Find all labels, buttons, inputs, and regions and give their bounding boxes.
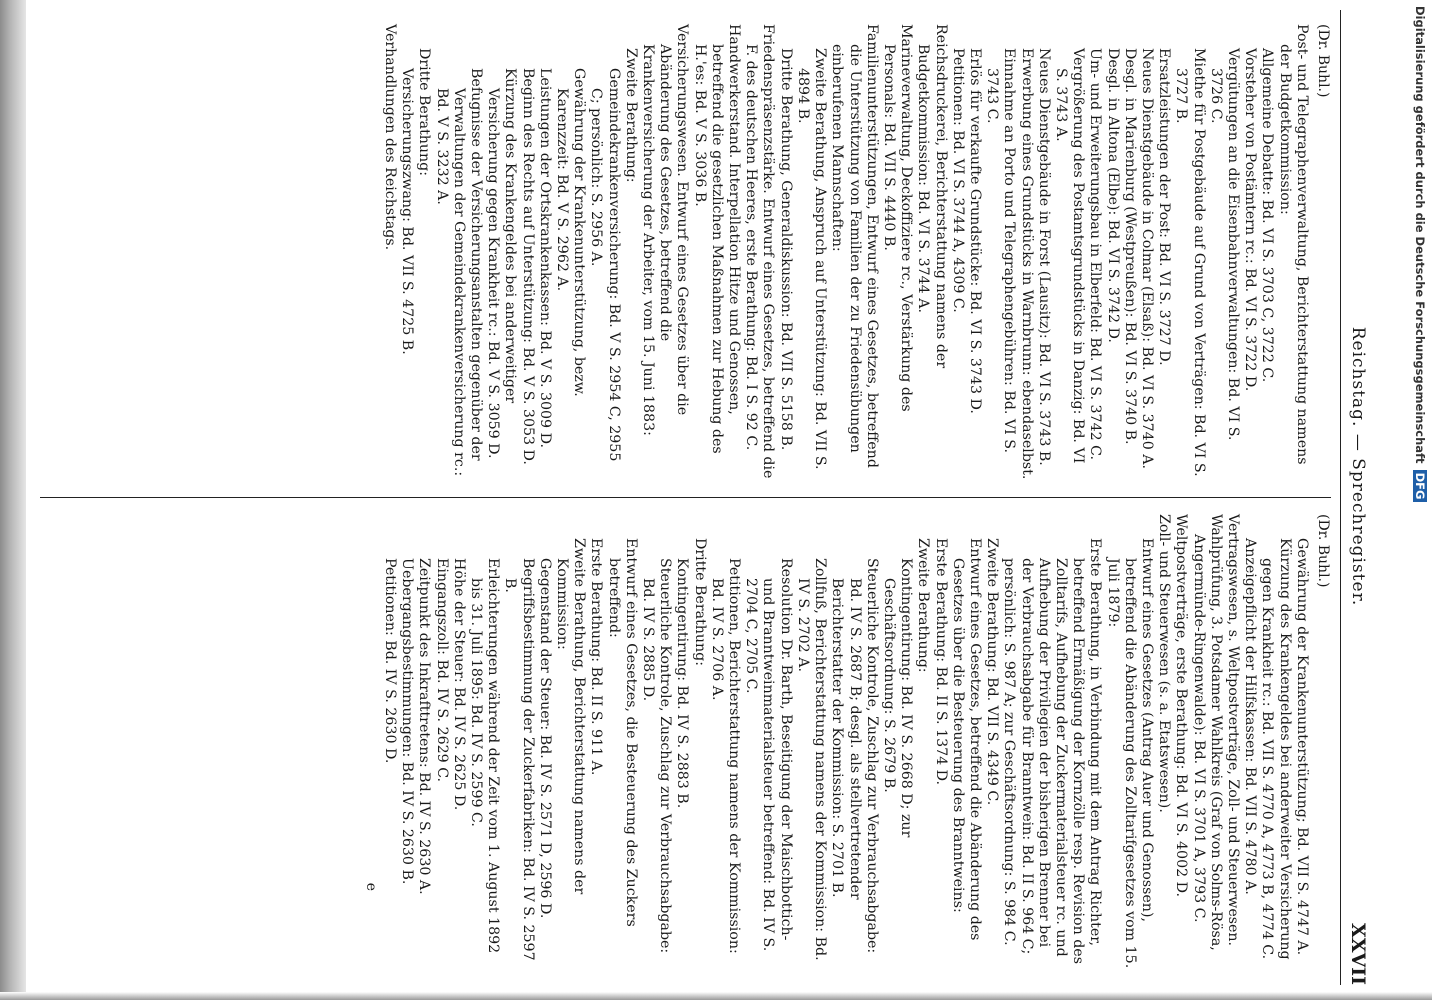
register-entry: Neues Dienstgebäude in Forst (Lausitz): Bd. VI S. 3743 B. <box>1035 48 1052 466</box>
left-column <box>40 10 1331 495</box>
register-entry: Entwurf eines Gesetzes, betreffend die Abänderung des Gesetzes über die Besteuerung des Branntweins: <box>949 538 983 941</box>
register-entry: Zweite Berathung: <box>622 48 639 183</box>
register-entry: Petitionen: Bd. VI S. 3744 A, 4309 C. <box>949 48 966 313</box>
register-entry: Befugnisse der Versicherungsanstalten gegenüber der Verwaltungen der Gemeindekrankenversicherung rc.: Bd. V S. 3232 A. <box>433 68 485 477</box>
dfg-stamp-text <box>1407 6 1427 986</box>
register-entry: Vergütungen an die Eisenbahnverwaltungen: Bd. VI S. 3726 C. <box>1207 48 1241 441</box>
register-entry: Vertragswesen, s. Weltpostverträge, Zoll- und Steuerwesen. <box>1224 514 1241 947</box>
register-entry: Steuerliche Kontrole, Zuschlag zur Verbrauchsabgabe: Bd. IV S. 2885 D. <box>640 558 674 954</box>
register-entry: Versicherungszwang: Bd. VII S. 4725 B. <box>399 68 416 355</box>
register-entry: Desgl. in Altona (Elbe): Bd. VI S. 3742 D. <box>1104 48 1121 343</box>
register-entry: Neues Dienstgebäude in Colmar (Elsaß): Bd. VI S. 3740 A. <box>1138 48 1155 469</box>
register-entry: Entwurf eines Gesetzes, die Besteuerung des Zuckers betreffend: <box>605 538 639 927</box>
register-entry: Erlös für verkaufte Grundstücke: Bd. VI S. 3743 D. <box>966 48 983 414</box>
register-entry: Begriffsbestimmung der Zuckerfabriken: Bd. IV S. 2597 B. <box>502 558 536 961</box>
footer-mark: e <box>362 882 379 891</box>
register-entry: Versicherungswesen. Entwurf eines Gesetzes über die Abänderung des Gesetzes, betreffend die Krankenversicherung der Arbeiter, vom 15. Juni 1883: <box>640 24 691 436</box>
register-entry: Petitionen: Bd. IV S. 2630 D. <box>382 558 399 764</box>
register-entry: Post- und Telegraphenverwaltung, Berichterstattung namens der Budgetkommission: <box>1276 24 1310 465</box>
register-entry: Resolution Dr. Barth, Beseitigung der Maischbottich- und Branntweinmaterialsteuer betreffend: Bd. IV S. 2704 C, 2705 C. <box>743 558 794 952</box>
register-entry: Um- und Erweiterungsbau in Elberfeld: Bd. VI S. 3742 C. <box>1087 48 1104 460</box>
dfg-stamp <box>1407 0 1429 1000</box>
register-entry: Leistungen der Ortskrankenkassen: Bd. V S. 3009 D. <box>536 68 553 448</box>
register-entry: Weltpostverträge, erste Berathung: Bd. VI S. 4002 D. <box>1173 514 1190 898</box>
right-column <box>40 500 1331 985</box>
register-entry: Erste Berathung: Bd. II S. 1374 D. <box>932 538 949 786</box>
register-entry: Erste Berathung, in Verbindung mit dem Antrag Richter, betreffend Ermäßigung der Kornzölle resp. Revision des Zolltarifs, Aufhebung der Zuckermaterialsteuer rc. und Aufhebung der Privilegien der bisherigen Brenner bei der Verbrauchsabgabe für Branntwein: Bd. II S. 964 C; persönlich: S. 987 A; zur Geschäftsordnung: S. 984 C. <box>1001 538 1104 964</box>
register-columns <box>40 10 1331 985</box>
register-entry: Familienunterstützungen, Entwurf eines Gesetzes, betreffend die Unterstützung von Familien der zu Friedensübungen einberufenen Mannschaften: <box>829 24 880 468</box>
scanner-edge <box>0 0 26 1000</box>
register-entry: Miethe für Postgebäude auf Grund von Verträgen: Bd. VI S. 3727 B. <box>1173 48 1207 477</box>
speaker-label: (Dr. Buhl.) <box>1315 24 1331 98</box>
register-entry: Desgl. in Marienburg (Westpreußen): Bd. VI S. 3740 B. <box>1121 48 1138 445</box>
register-entry: Erste Berathung: Bd. II S. 911 A. <box>588 538 605 776</box>
scanner-edge-bottom <box>0 992 1432 1000</box>
register-entry: Uebergangsbestimmungen: Bd. IV S. 2630 B. <box>399 558 416 885</box>
register-entry: Wahlprüfung, 3. Potsdamer Wahlkreis (Graf von Solms-Rösa, Angermünde-Ringenwalde): Bd. VI S. 3701 A, 3793 C. <box>1190 514 1224 951</box>
register-entry: Zollfuß, Berichterstattung namens der Kommission: Bd. IV S. 2702 A. <box>794 558 829 961</box>
register-entry: Entwurf eines Gesetzes (Antrag Auer und Genossen), betreffend die Abänderung des Zolltarifgesetzes vom 15. Juli 1879: <box>1104 538 1155 969</box>
rotated-page <box>40 10 1375 985</box>
register-entry: Gemeindekrankenversicherung: Bd. V S. 2954 C, 2955 C; persönlich: S. 2956 A. <box>588 68 622 462</box>
register-entry: Beginn des Rechts auf Unterstützung: Bd. V S. 3053 D. <box>519 68 536 465</box>
register-entry: Gewährung der Krankenunterstützung; Bd. VII S. 4747 A. <box>1293 538 1310 956</box>
register-entry: Kürzung des Krankengeldes bei anderweiter Versicherung gegen Krankheit rc.: Bd. VII S. 4770 A, 4773 B, 4774 C. <box>1259 538 1293 960</box>
register-entry: Gewährung der Krankenunterstützung, bezw. Karenzzeit: Bd. V S. 2962 A. <box>554 68 588 397</box>
register-entry: Vorsteher von Postämtern rc.: Bd. VI S. 3722 D. <box>1242 48 1259 392</box>
running-head <box>1340 10 1375 985</box>
register-entry: Ersatzleistungen der Post: Bd. VI S. 3727 D. <box>1156 48 1173 366</box>
register-entry: Anzeigepflicht der Hilfskassen: Bd. VII S. 4780 A. <box>1242 538 1259 895</box>
register-entry: Reichsdruckerei, Berichterstattung namens der Budgetkommission: Bd. VI S. 3744 A. <box>915 24 949 369</box>
register-entry: Höhe der Steuer: Bd. IV S. 2625 D. <box>450 558 467 811</box>
register-entry: Friedenspräsenzstärke. Entwurf eines Gesetzes, betreffend die F. des deutschen Heeres, erste Berathung: Bd. I S. 92 C. <box>743 24 777 479</box>
register-entry: Steuerliche Kontrole, Zuschlag zur Verbrauchsabgabe: Bd. IV S. 2687 B; desgl. als stellvertretender Berichterstatter der Kommission: S. 2701 B. <box>829 558 880 954</box>
register-entry: Handwerkerstand. Interpellation Hitze und Genossen, betreffend die gesetzlichen Maßnahmen zur Hebung des H.'es: Bd. V S. 3036 B. <box>691 24 743 454</box>
register-entry: Gegenstand der Steuer: Bd. IV S. 2571 D, 2596 D. <box>536 558 553 919</box>
register-entry: Zweite Berathung: <box>915 538 932 673</box>
register-entry: Zeitpunkt des Inkrafttretens: Bd. IV S. 2630 A. <box>416 558 433 895</box>
column-divider <box>40 497 1331 498</box>
register-entry: Dritte Berathung: <box>691 538 708 667</box>
register-entry: Erwerbung eines Grundstücks in Warnbrunn: ebendaselbst. <box>1018 48 1035 480</box>
register-entry: Verhandlungen des Reichstags. <box>382 24 399 251</box>
dfg-logo: DFG <box>1413 470 1427 503</box>
dfg-stamp-caption: Digitalisierung gefördert durch die Deutsche Forschungsgemeinschaft <box>1413 6 1427 464</box>
register-entry: Marineverwaltung, Deckoffiziere rc., Verstärkung des Personals: Bd. VII S. 4440 B. <box>880 24 915 412</box>
register-entry: Vergrößerung des Postamtsgrundstücks in Danzig: Bd. VI S. 3743 A. <box>1052 48 1087 464</box>
register-entry: Kürzung des Krankengeldes bei anderweitiger Versicherung gegen Krankheit rc.: Bd. V S. 3059 D. <box>485 68 519 459</box>
register-entry: Zweite Berathung: Bd. VII S. 4349 C. <box>984 538 1001 806</box>
speaker-label: (Dr. Buhl.) <box>1315 514 1331 588</box>
register-entry: Kontingentirung: Bd. IV S. 2668 D; zur Geschäftsordnung: S. 2679 B. <box>880 558 915 838</box>
register-entry: Zweite Berathung, Berichterstattung namens der Kommission: <box>554 538 588 895</box>
register-entry: Eingangszoll: Bd. IV S. 2629 C. <box>433 558 450 783</box>
register-entry: Erleichterungen während der Zeit vom 1. August 1892 bis 31. Juli 1895: Bd. IV S. 2599 C. <box>468 558 502 954</box>
register-entry: Zoll- und Steuerwesen (s. a. Etatswesen). <box>1156 514 1173 813</box>
register-entry: Allgemeine Debatte: Bd. VI S. 3703 C, 3722 C. <box>1259 48 1276 383</box>
register-entry: Dritte Berathung, Generaldiskussion: Bd. VII S. 5158 B. <box>777 48 794 451</box>
register-entry: Dritte Berathung: <box>416 48 433 177</box>
register-entry: Kontingentirung: Bd. IV S. 2883 B. <box>674 558 691 809</box>
register-entry: Petitionen, Berichterstattung namens der Kommission: Bd. IV S. 2706 A. <box>708 558 743 954</box>
register-entry: Zweite Berathung, Anspruch auf Unterstützung: Bd. VII S. 4894 B. <box>794 48 829 470</box>
page-title: Reichstag. — Sprechregister. <box>1348 326 1368 607</box>
register-entry: Einnahme an Porto und Telegraphengebühren: Bd. VI S. 3743 C. <box>984 48 1018 453</box>
page-number: XXVII <box>1347 922 1369 985</box>
